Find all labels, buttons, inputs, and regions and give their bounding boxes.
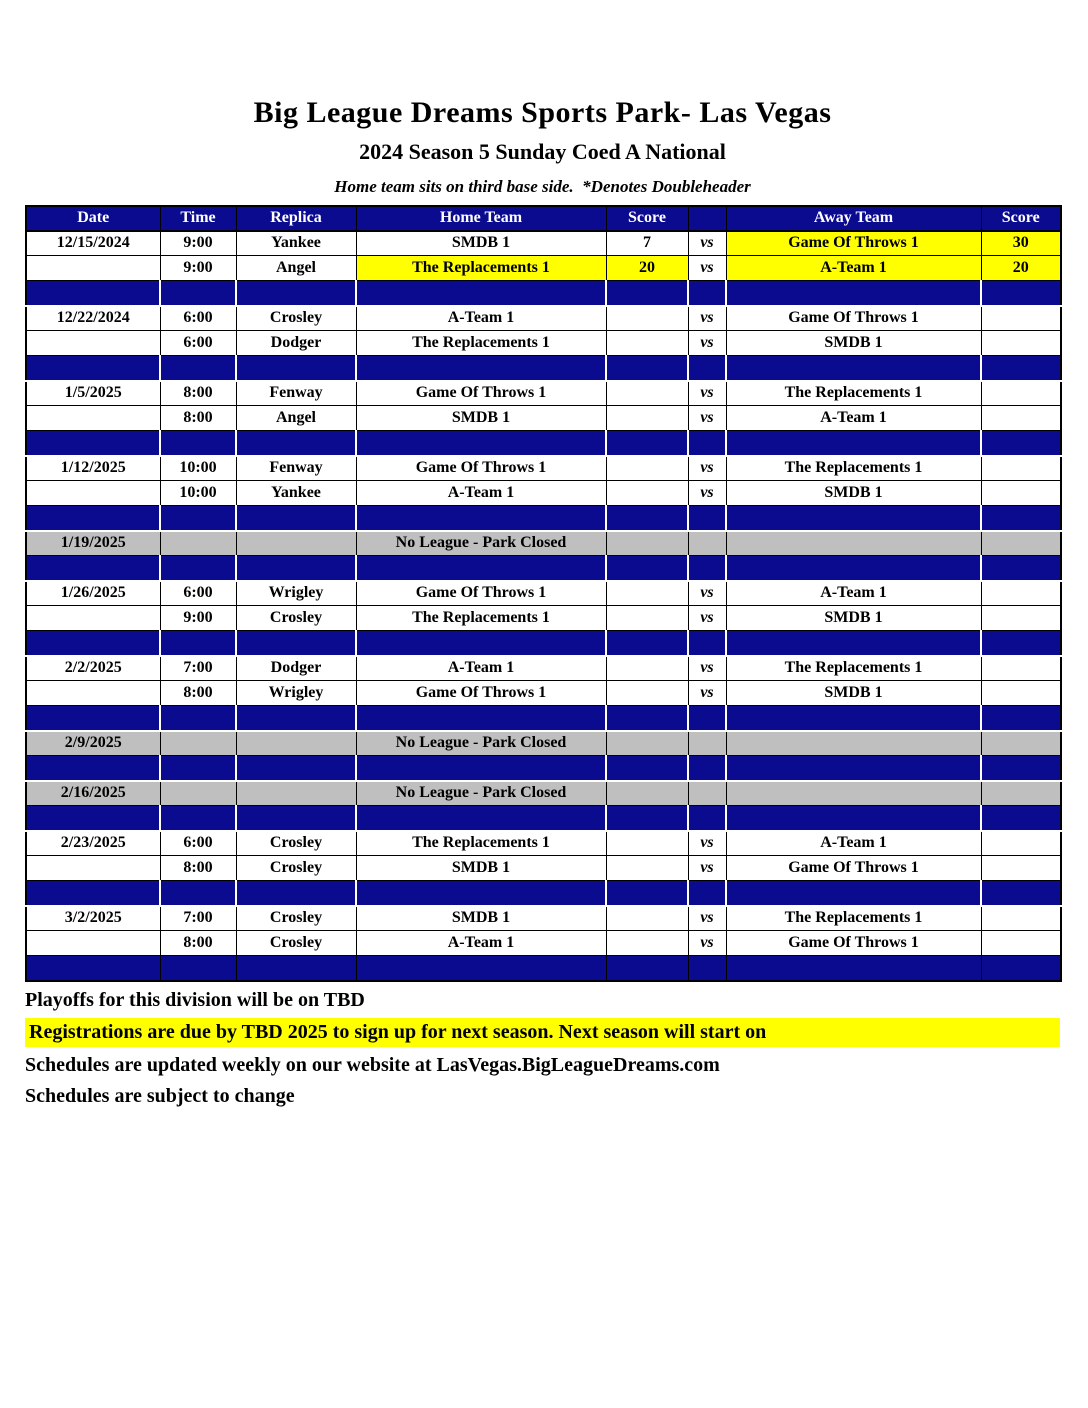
separator-cell [236,881,356,906]
schedule-note: Home team sits on third base side. *Denotes Doubleheader [334,176,751,196]
separator-cell [236,356,356,381]
separator-cell [160,356,236,381]
separator-cell [236,556,356,581]
time-cell [160,731,236,756]
away-team-cell: SMDB 1 [726,681,981,706]
home-team-cell: SMDB 1 [356,906,606,931]
away-score-cell [981,931,1061,956]
separator-cell [356,756,606,781]
home-score-cell [606,606,688,631]
separator-cell [726,881,981,906]
replica-cell: Crosley [236,931,356,956]
replica-cell: Angel [236,256,356,281]
away-team-cell: A-Team 1 [726,406,981,431]
separator-cell [236,281,356,306]
separator-cell [236,631,356,656]
replica-cell: Yankee [236,481,356,506]
home-team-cell: A-Team 1 [356,306,606,331]
date-cell: 2/23/2025 [26,831,160,856]
date-cell [26,331,160,356]
replica-cell: Dodger [236,656,356,681]
time-cell: 9:00 [160,231,236,256]
playoffs-note: Playoffs for this division will be on TBD [25,988,365,1011]
date-cell [26,406,160,431]
date-cell: 1/19/2025 [26,531,160,556]
park-closed-row [26,781,1061,806]
game-row [26,406,1061,431]
away-team-cell: SMDB 1 [726,481,981,506]
home-score-cell [606,581,688,606]
separator-row [26,431,1061,456]
page-title: Big League Dreams Sports Park- Las Vegas [253,96,832,129]
replica-cell: Crosley [236,906,356,931]
header-date: Date [26,206,160,231]
vs-cell [688,781,726,806]
away-team-cell: A-Team 1 [726,581,981,606]
separator-cell [688,556,726,581]
separator-cell [236,431,356,456]
separator-cell [356,506,606,531]
home-team-cell: SMDB 1 [356,231,606,256]
separator-cell [726,556,981,581]
separator-cell [688,631,726,656]
separator-cell [236,506,356,531]
separator-cell [981,556,1061,581]
closed-message-cell: No League - Park Closed [356,531,606,556]
date-cell: 1/12/2025 [26,456,160,481]
separator-cell [606,806,688,831]
home-team-cell: A-Team 1 [356,481,606,506]
home-team-cell: Game Of Throws 1 [356,681,606,706]
header-away-team: Away Team [726,206,981,231]
home-team-cell: The Replacements 1 [356,256,606,281]
separator-cell [160,431,236,456]
away-team-cell: Game Of Throws 1 [726,856,981,881]
separator-cell [26,281,160,306]
separator-cell [160,556,236,581]
separator-cell [726,806,981,831]
away-score-cell [981,856,1061,881]
away-score-cell [981,681,1061,706]
park-closed-row [26,531,1061,556]
away-score-cell [981,456,1061,481]
separator-cell [236,756,356,781]
separator-row [26,956,1061,981]
registration-note: Registrations are due by TBD 2025 to sign up for next season. Next season will start on [25,1018,1060,1047]
separator-row [26,356,1061,381]
separator-cell [688,506,726,531]
separator-cell [160,631,236,656]
separator-cell [688,806,726,831]
home-score-cell [606,331,688,356]
separator-cell [26,881,160,906]
separator-cell [981,806,1061,831]
separator-cell [981,706,1061,731]
vs-cell: vs [688,656,726,681]
table-header-row [26,206,1061,231]
away-score-cell: 30 [981,231,1061,256]
separator-cell [356,706,606,731]
game-row [26,381,1061,406]
separator-cell [356,556,606,581]
away-team-cell [726,781,981,806]
vs-cell: vs [688,831,726,856]
separator-cell [26,756,160,781]
game-row [26,906,1061,931]
replica-cell: Crosley [236,831,356,856]
vs-cell [688,531,726,556]
vs-cell: vs [688,581,726,606]
vs-cell: vs [688,456,726,481]
separator-cell [26,631,160,656]
subject-to-change-note: Schedules are subject to change [25,1084,295,1107]
separator-cell [726,431,981,456]
separator-cell [981,431,1061,456]
home-team-cell: The Replacements 1 [356,606,606,631]
vs-cell: vs [688,931,726,956]
website-note: Schedules are updated weekly on our website at LasVegas.BigLeagueDreams.com [25,1053,720,1076]
time-cell: 6:00 [160,306,236,331]
date-cell: 2/2/2025 [26,656,160,681]
away-team-cell: The Replacements 1 [726,656,981,681]
home-team-cell: The Replacements 1 [356,831,606,856]
vs-cell [688,731,726,756]
separator-cell [26,431,160,456]
time-cell: 8:00 [160,406,236,431]
separator-cell [236,706,356,731]
date-cell: 3/2/2025 [26,906,160,931]
separator-cell [160,281,236,306]
replica-cell: Crosley [236,856,356,881]
home-team-cell: Game Of Throws 1 [356,381,606,406]
vs-cell: vs [688,681,726,706]
time-cell: 6:00 [160,331,236,356]
separator-cell [606,506,688,531]
away-team-cell: The Replacements 1 [726,456,981,481]
park-closed-row [26,731,1061,756]
game-row [26,481,1061,506]
away-score-cell [981,731,1061,756]
time-cell: 6:00 [160,581,236,606]
home-score-cell [606,656,688,681]
time-cell: 7:00 [160,906,236,931]
time-cell: 8:00 [160,931,236,956]
separator-cell [356,881,606,906]
separator-cell [981,756,1061,781]
separator-row [26,706,1061,731]
time-cell: 9:00 [160,256,236,281]
header-home-score: Score [606,206,688,231]
replica-cell: Wrigley [236,581,356,606]
game-row [26,856,1061,881]
home-score-cell [606,731,688,756]
separator-cell [26,356,160,381]
separator-cell [160,806,236,831]
away-score-cell [981,656,1061,681]
replica-cell [236,781,356,806]
separator-cell [606,631,688,656]
separator-row [26,506,1061,531]
away-team-cell: SMDB 1 [726,331,981,356]
away-team-cell [726,531,981,556]
replica-cell [236,531,356,556]
replica-cell: Fenway [236,381,356,406]
away-score-cell [981,531,1061,556]
date-cell: 1/5/2025 [26,381,160,406]
vs-cell: vs [688,306,726,331]
separator-cell [726,356,981,381]
replica-cell: Yankee [236,231,356,256]
game-row [26,256,1061,281]
away-score-cell [981,406,1061,431]
separator-cell [606,881,688,906]
replica-cell: Fenway [236,456,356,481]
separator-cell [356,281,606,306]
vs-cell: vs [688,856,726,881]
date-cell [26,256,160,281]
home-score-cell [606,381,688,406]
separator-cell [688,706,726,731]
header-vs [688,206,726,231]
header-replica: Replica [236,206,356,231]
separator-cell [981,881,1061,906]
time-cell: 10:00 [160,456,236,481]
separator-cell [726,281,981,306]
time-cell: 10:00 [160,481,236,506]
game-row [26,306,1061,331]
separator-cell [606,706,688,731]
date-cell: 1/26/2025 [26,581,160,606]
separator-cell [160,706,236,731]
schedule-table [25,205,1062,982]
away-team-cell: Game Of Throws 1 [726,931,981,956]
game-row [26,231,1061,256]
separator-row [26,556,1061,581]
game-row [26,581,1061,606]
away-score-cell [981,331,1061,356]
time-cell: 7:00 [160,656,236,681]
home-team-cell: A-Team 1 [356,931,606,956]
separator-cell [160,756,236,781]
away-team-cell [726,731,981,756]
home-score-cell [606,906,688,931]
time-cell: 6:00 [160,831,236,856]
game-row [26,931,1061,956]
closed-message-cell: No League - Park Closed [356,731,606,756]
separator-cell [688,281,726,306]
page-subtitle: 2024 Season 5 Sunday Coed A National [359,138,726,164]
away-score-cell [981,831,1061,856]
home-team-cell: Game Of Throws 1 [356,581,606,606]
away-score-cell [981,481,1061,506]
home-team-cell: Game Of Throws 1 [356,456,606,481]
separator-cell [236,956,356,981]
time-cell: 8:00 [160,856,236,881]
vs-cell: vs [688,606,726,631]
time-cell: 8:00 [160,381,236,406]
header-time: Time [160,206,236,231]
time-cell [160,781,236,806]
home-score-cell [606,781,688,806]
time-cell [160,531,236,556]
separator-cell [160,956,236,981]
time-cell: 8:00 [160,681,236,706]
separator-cell [688,756,726,781]
date-cell [26,931,160,956]
home-score-cell: 20 [606,256,688,281]
away-team-cell: A-Team 1 [726,256,981,281]
separator-cell [160,506,236,531]
header-away-score: Score [981,206,1061,231]
vs-cell: vs [688,231,726,256]
separator-cell [356,806,606,831]
date-cell: 12/22/2024 [26,306,160,331]
date-cell [26,681,160,706]
home-score-cell [606,681,688,706]
home-team-cell: The Replacements 1 [356,331,606,356]
separator-cell [606,431,688,456]
separator-cell [981,956,1061,981]
separator-cell [26,506,160,531]
separator-row [26,631,1061,656]
vs-cell: vs [688,331,726,356]
date-cell: 12/15/2024 [26,231,160,256]
separator-cell [726,756,981,781]
separator-cell [236,806,356,831]
home-team-cell: A-Team 1 [356,656,606,681]
game-row [26,456,1061,481]
separator-cell [726,956,981,981]
home-score-cell [606,831,688,856]
separator-row [26,281,1061,306]
separator-cell [981,281,1061,306]
away-score-cell [981,581,1061,606]
separator-cell [606,356,688,381]
date-cell [26,481,160,506]
separator-cell [26,556,160,581]
vs-cell: vs [688,906,726,931]
separator-cell [26,706,160,731]
separator-cell [981,631,1061,656]
footer [25,987,1060,1109]
vs-cell: vs [688,406,726,431]
separator-cell [688,356,726,381]
home-score-cell [606,306,688,331]
replica-cell: Crosley [236,606,356,631]
separator-cell [160,881,236,906]
separator-cell [356,356,606,381]
home-team-cell: SMDB 1 [356,406,606,431]
vs-cell: vs [688,381,726,406]
separator-cell [356,631,606,656]
separator-cell [726,631,981,656]
game-row [26,681,1061,706]
away-score-cell: 20 [981,256,1061,281]
away-team-cell: The Replacements 1 [726,381,981,406]
date-cell: 2/9/2025 [26,731,160,756]
home-score-cell: 7 [606,231,688,256]
away-score-cell [981,906,1061,931]
date-cell: 2/16/2025 [26,781,160,806]
separator-cell [26,806,160,831]
closed-message-cell: No League - Park Closed [356,781,606,806]
home-score-cell [606,456,688,481]
away-score-cell [981,306,1061,331]
replica-cell [236,731,356,756]
home-score-cell [606,856,688,881]
separator-cell [606,956,688,981]
away-team-cell: Game Of Throws 1 [726,306,981,331]
replica-cell: Angel [236,406,356,431]
replica-cell: Wrigley [236,681,356,706]
separator-cell [688,881,726,906]
home-team-cell: SMDB 1 [356,856,606,881]
separator-cell [981,506,1061,531]
separator-cell [726,706,981,731]
game-row [26,831,1061,856]
date-cell [26,606,160,631]
separator-cell [606,281,688,306]
time-cell: 9:00 [160,606,236,631]
away-team-cell: Game Of Throws 1 [726,231,981,256]
separator-row [26,806,1061,831]
game-row [26,656,1061,681]
away-score-cell [981,781,1061,806]
home-score-cell [606,481,688,506]
separator-cell [606,756,688,781]
separator-cell [688,956,726,981]
away-team-cell: The Replacements 1 [726,906,981,931]
separator-cell [688,431,726,456]
separator-cell [726,506,981,531]
away-score-cell [981,606,1061,631]
home-score-cell [606,406,688,431]
game-row [26,606,1061,631]
separator-row [26,756,1061,781]
date-cell [26,856,160,881]
separator-cell [981,356,1061,381]
home-score-cell [606,931,688,956]
away-score-cell [981,381,1061,406]
away-team-cell: SMDB 1 [726,606,981,631]
replica-cell: Dodger [236,331,356,356]
separator-cell [356,956,606,981]
replica-cell: Crosley [236,306,356,331]
game-row [26,331,1061,356]
header-home-team: Home Team [356,206,606,231]
separator-cell [606,556,688,581]
separator-cell [26,956,160,981]
away-team-cell: A-Team 1 [726,831,981,856]
separator-row [26,881,1061,906]
home-score-cell [606,531,688,556]
vs-cell: vs [688,256,726,281]
separator-cell [356,431,606,456]
vs-cell: vs [688,481,726,506]
